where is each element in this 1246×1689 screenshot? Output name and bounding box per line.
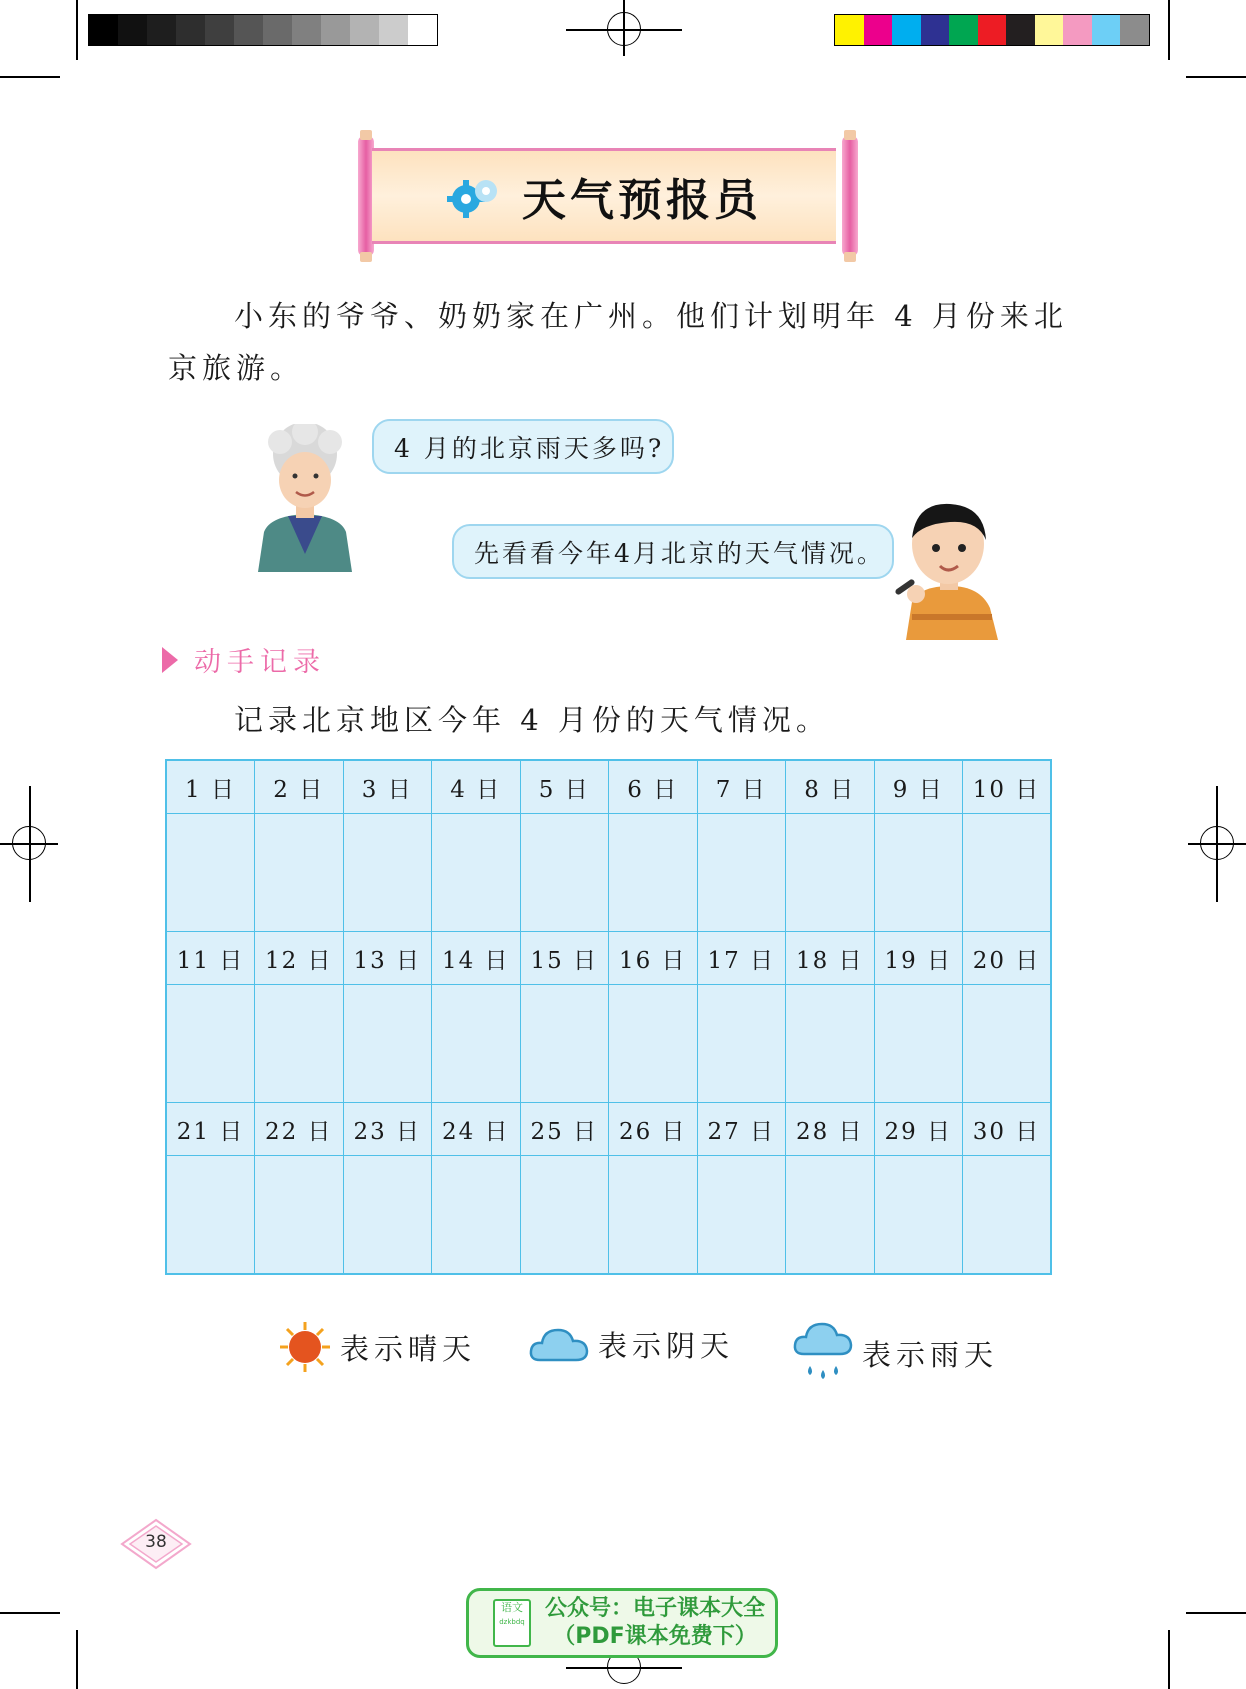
color-swatch xyxy=(921,15,950,45)
grayscale-calibration-bar xyxy=(88,14,438,46)
page-number: 38 xyxy=(145,1532,167,1552)
weather-entry-cell[interactable] xyxy=(255,814,344,932)
weather-entry-cell[interactable] xyxy=(786,814,875,932)
section-instruction: 记录北京地区今年 4 月份的天气情况。 xyxy=(234,703,830,737)
weather-entry-cell[interactable] xyxy=(963,1156,1052,1275)
intro-line-1: 小东的爷爷、奶奶家在广州。他们计划明年 4 月份来北 xyxy=(234,299,1068,333)
cloud-icon xyxy=(528,1320,590,1368)
boy-answer: 先看看今年4月北京的天气情况。 xyxy=(474,538,885,568)
day-label: 28 日 xyxy=(786,1103,875,1156)
color-swatch xyxy=(1035,15,1064,45)
gray-swatch xyxy=(89,15,118,45)
rain-cloud-icon xyxy=(792,1320,854,1386)
weather-entry-cell[interactable] xyxy=(874,1156,963,1275)
day-label: 30 日 xyxy=(963,1103,1052,1156)
intro-line-2: 京旅游。 xyxy=(168,351,305,385)
weather-entry-cell[interactable] xyxy=(432,985,521,1103)
weather-entry-cell[interactable] xyxy=(963,985,1052,1103)
day-label: 17 日 xyxy=(697,932,786,985)
day-label: 15 日 xyxy=(520,932,609,985)
promo-line-1: 公众号：电子课本大全 xyxy=(545,1596,766,1621)
day-label: 3 日 xyxy=(343,760,432,814)
legend-cloudy-label: 表示阴天 xyxy=(598,1328,735,1363)
weather-entry-cell[interactable] xyxy=(697,814,786,932)
weather-entry-cell[interactable] xyxy=(609,814,698,932)
day-label: 20 日 xyxy=(963,932,1052,985)
day-label: 24 日 xyxy=(432,1103,521,1156)
weather-entry-cell[interactable] xyxy=(343,814,432,932)
color-swatch xyxy=(1063,15,1092,45)
weather-entry-cell[interactable] xyxy=(343,985,432,1103)
legend-cloudy xyxy=(528,1320,734,1368)
book-icon xyxy=(493,1599,531,1647)
day-label: 10 日 xyxy=(963,760,1052,814)
weather-entry-cell[interactable] xyxy=(520,985,609,1103)
scroll-rod-right xyxy=(842,136,858,256)
promo-line-2: （PDF课本免费下） xyxy=(553,1624,757,1649)
legend-sunny xyxy=(278,1320,476,1374)
day-label: 29 日 xyxy=(874,1103,963,1156)
sun-icon xyxy=(278,1320,332,1374)
boy-speech-bubble xyxy=(452,524,894,579)
color-swatch xyxy=(949,15,978,45)
weather-entry-cell[interactable] xyxy=(432,814,521,932)
section-heading xyxy=(162,640,326,679)
color-swatch xyxy=(892,15,921,45)
weather-entry-cell[interactable] xyxy=(166,814,255,932)
day-label: 9 日 xyxy=(874,760,963,814)
weather-entry-cell[interactable] xyxy=(520,1156,609,1275)
day-label: 22 日 xyxy=(255,1103,344,1156)
page-title: 天气预报员 xyxy=(522,175,762,226)
weather-entry-cell[interactable] xyxy=(255,985,344,1103)
day-label: 8 日 xyxy=(786,760,875,814)
color-swatch xyxy=(864,15,893,45)
color-swatch xyxy=(1120,15,1149,45)
weather-entry-cell[interactable] xyxy=(166,985,255,1103)
legend-sunny-label: 表示晴天 xyxy=(340,1331,477,1366)
day-label: 27 日 xyxy=(697,1103,786,1156)
day-label: 18 日 xyxy=(786,932,875,985)
weather-entry-cell[interactable] xyxy=(697,1156,786,1275)
gray-swatch xyxy=(408,15,437,45)
gray-swatch xyxy=(147,15,176,45)
promo-badge xyxy=(466,1588,778,1658)
book-icon-subtext: dzkbdq xyxy=(499,1618,525,1626)
weather-entry-cell[interactable] xyxy=(963,814,1052,932)
weather-entry-cell[interactable] xyxy=(609,1156,698,1275)
legend-rainy xyxy=(792,1320,998,1386)
day-label: 13 日 xyxy=(343,932,432,985)
day-label: 12 日 xyxy=(255,932,344,985)
gray-swatch xyxy=(234,15,263,45)
legend-rainy-label: 表示雨天 xyxy=(862,1337,999,1372)
gray-swatch xyxy=(263,15,292,45)
color-swatch xyxy=(1092,15,1121,45)
gray-swatch xyxy=(292,15,321,45)
weather-entry-cell[interactable] xyxy=(520,814,609,932)
weather-entry-cell[interactable] xyxy=(874,814,963,932)
boy-illustration xyxy=(886,498,1006,640)
day-label: 21 日 xyxy=(166,1103,255,1156)
day-label: 26 日 xyxy=(609,1103,698,1156)
triangle-bullet-icon xyxy=(162,647,178,673)
weather-entry-cell[interactable] xyxy=(255,1156,344,1275)
section-heading-text: 动手记录 xyxy=(194,647,326,678)
gray-swatch xyxy=(176,15,205,45)
color-swatch xyxy=(978,15,1007,45)
gray-swatch xyxy=(205,15,234,45)
gray-swatch xyxy=(379,15,408,45)
color-calibration-bar xyxy=(834,14,1150,46)
weather-entry-cell[interactable] xyxy=(432,1156,521,1275)
day-label: 23 日 xyxy=(343,1103,432,1156)
weather-entry-cell[interactable] xyxy=(786,1156,875,1275)
color-swatch xyxy=(1006,15,1035,45)
day-label: 25 日 xyxy=(520,1103,609,1156)
weather-entry-cell[interactable] xyxy=(697,985,786,1103)
weather-record-table xyxy=(165,759,1052,1275)
gray-swatch xyxy=(350,15,379,45)
day-label: 1 日 xyxy=(166,760,255,814)
day-label: 2 日 xyxy=(255,760,344,814)
day-label: 5 日 xyxy=(520,760,609,814)
day-label: 14 日 xyxy=(432,932,521,985)
day-label: 6 日 xyxy=(609,760,698,814)
weather-entry-cell[interactable] xyxy=(343,1156,432,1275)
day-label: 16 日 xyxy=(609,932,698,985)
weather-entry-cell[interactable] xyxy=(874,985,963,1103)
book-icon-text: 语文 xyxy=(501,1601,523,1614)
color-swatch xyxy=(835,15,864,45)
gears-icon xyxy=(446,173,504,219)
day-label: 11 日 xyxy=(166,932,255,985)
grandma-illustration xyxy=(250,424,360,572)
weather-entry-cell[interactable] xyxy=(166,1156,255,1275)
day-label: 19 日 xyxy=(874,932,963,985)
gray-swatch xyxy=(321,15,350,45)
grandma-question: 4 月的北京雨天多吗? xyxy=(394,433,665,463)
gray-swatch xyxy=(118,15,147,45)
grandma-speech-bubble xyxy=(372,419,674,474)
weather-entry-cell[interactable] xyxy=(609,985,698,1103)
day-label: 7 日 xyxy=(697,760,786,814)
weather-entry-cell[interactable] xyxy=(786,985,875,1103)
day-label: 4 日 xyxy=(432,760,521,814)
